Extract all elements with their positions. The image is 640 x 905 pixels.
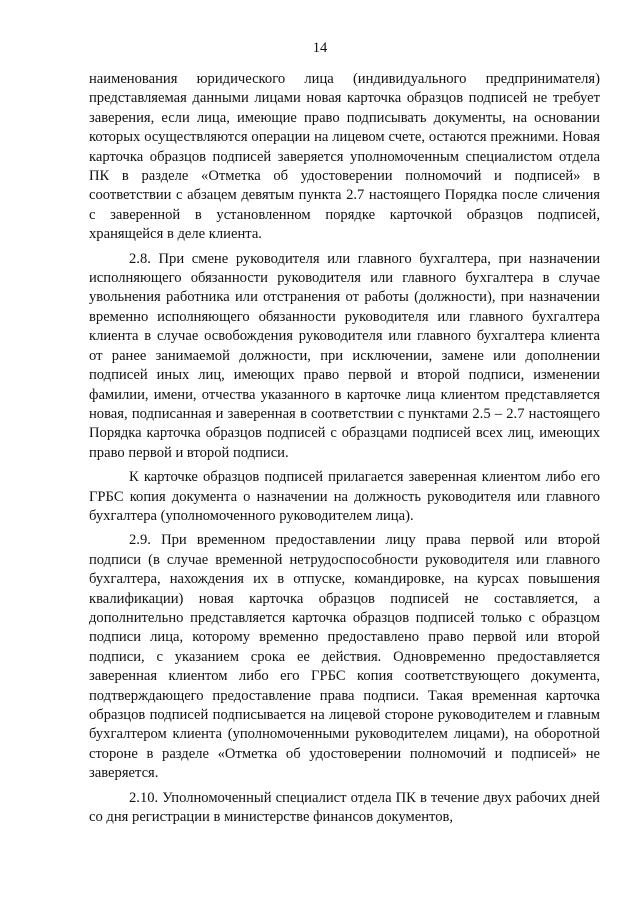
paragraph-continuation: наименования юридического лица (индивидуального предпринимателя) представляемая данными лицами новая карточка образцов подписей не требует заверения, если лица, имеющие право подписывать документы, на основании которых осуществляются операции на лицевом счете, остаются прежними. Новая карточка образцов подписей заверяется уполномоченным специалистом отдела ПК в разделе «Отметка об удостоверении полномочий и подписей» в соответствии с абзацем девятым пункта 2.7 настоящего Порядка после сличения с заверенной в установленном порядке карточкой образцов подписей, хранящейся в деле клиента.	[89, 71, 600, 243]
paragraph-2-8-attachment: К карточке образцов подписей прилагается заверенная клиентом либо его ГРБС копия документа о назначении на должность руководителя или главного бухгалтера (уполномоченного руководителем лица).	[89, 469, 600, 524]
document-body	[89, 70, 600, 827]
paragraph-2-8: 2.8. При смене руководителя или главного бухгалтера, при назначении исполняющего обязанности руководителя или главного бухгалтера в случае увольнения работника или отстранения от работы (должности), при назначении временно исполняющего обязанности руководителя или главного бухгалтера клиента в случае освобождения руководителя или главного бухгалтера клиента от ранее занимаемой должности, при исключении, замене или дополнении подписей иных лиц, имеющих право первой и второй подписи, изменении фамилии, имени, отчества указанного в карточке лица клиентом представляется новая, подписанная и заверенная в соответствии с пунктами 2.5 – 2.7 настоящего Порядка карточка образцов подписей с образцами подписей всех лиц, имеющих право первой и второй подписи.	[89, 250, 600, 461]
paragraph-2-9: 2.9. При временном предоставлении лицу права первой или второй подписи (в случае временной нетрудоспособности руководителя или главного бухгалтера, нахождения их в отпуске, командировке, на курсах повышения квалификации) новая карточка образцов подписей не составляется, а дополнительно представляется карточка образцов подписей только с образцом подписи лица, которому временно предоставлено право первой или второй подписи, с указанием срока ее действия. Одновременно предоставляется заверенная клиентом либо его ГРБС копия соответствующего документа, подтверждающего предоставление права подписи. Такая временная карточка образцов подписей подписывается на лицевой стороне руководителем и главным бухгалтером клиента (уполномоченными руководителем лицами), на оборотной стороне в разделе «Отметка об удостоверении полномочий и подписей» не заверяется.	[89, 532, 600, 782]
page-number: 14	[312, 40, 328, 56]
paragraph-2-10: 2.10. Уполномоченный специалист отдела ПК в течение двух рабочих дней со дня регистрации в министерстве финансов документов,	[89, 789, 600, 826]
